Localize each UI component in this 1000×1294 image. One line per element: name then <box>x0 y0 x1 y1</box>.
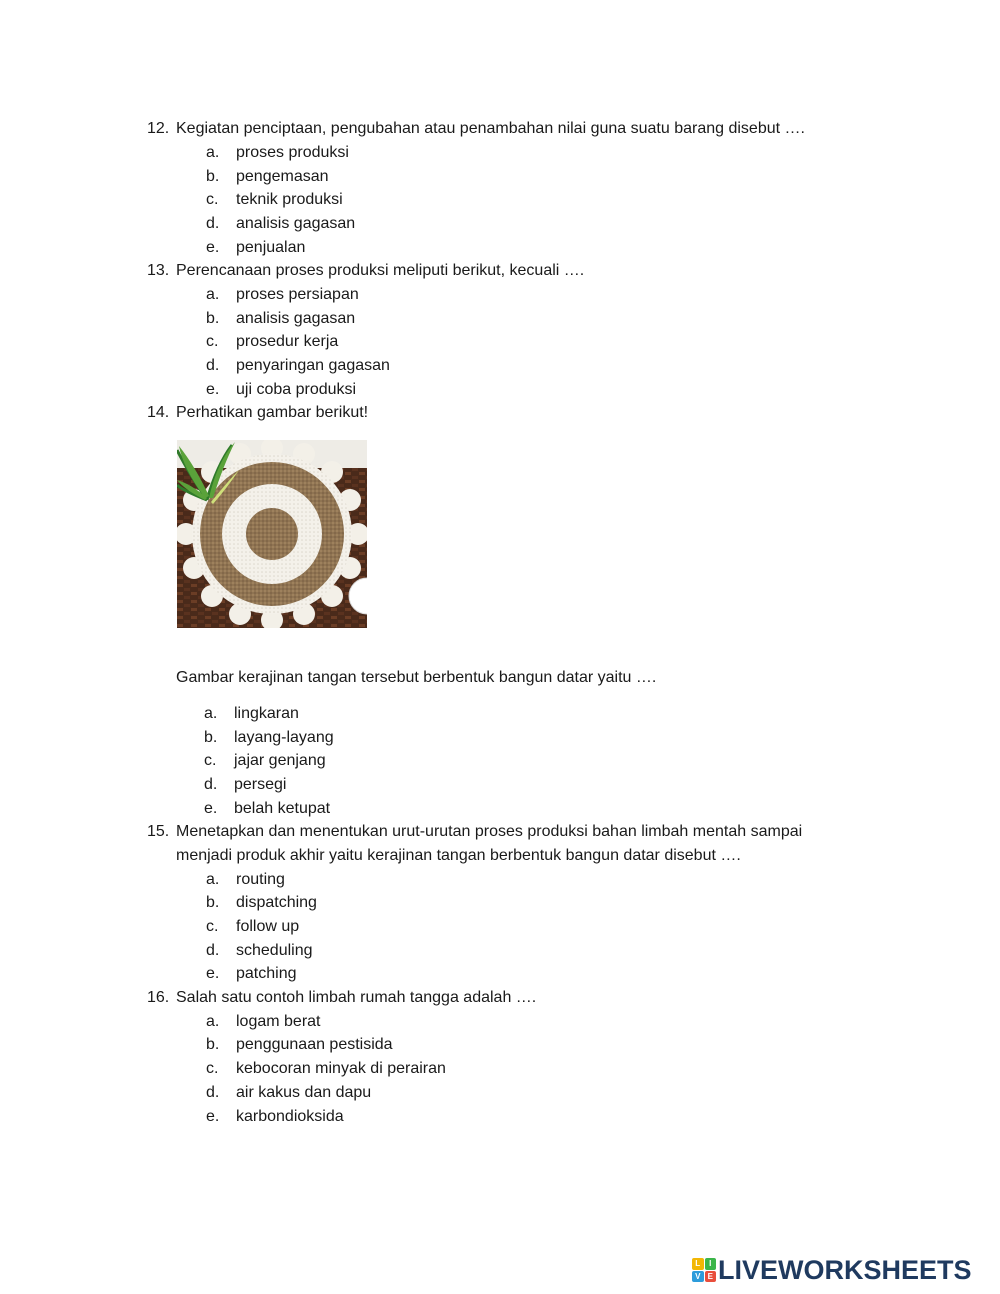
question-text: Kegiatan penciptaan, pengubahan atau penambahan nilai guna suatu barang disebut …. <box>176 120 805 137</box>
option-letter: d. <box>206 942 220 959</box>
option-text: penjualan <box>236 239 306 256</box>
option-letter: c. <box>206 918 219 935</box>
option-letter: e. <box>206 239 220 256</box>
question-number: 12. <box>147 120 170 137</box>
option-text: persegi <box>234 776 287 793</box>
question-text: Perencanaan proses produksi meliputi berikut, kecuali …. <box>176 262 585 279</box>
question-number: 14. <box>147 404 170 421</box>
option-text: karbondioksida <box>236 1108 344 1125</box>
option-letter: e. <box>206 1108 220 1125</box>
question-number: 15. <box>147 823 170 840</box>
option-text: analisis gagasan <box>236 215 356 232</box>
option-letter: a. <box>204 705 218 722</box>
option-text: routing <box>236 871 285 888</box>
option-text: penggunaan pestisida <box>236 1036 393 1053</box>
option-text: dispatching <box>236 894 317 911</box>
option-letter: c. <box>206 333 219 350</box>
option-text: follow up <box>236 918 300 935</box>
question-number: 16. <box>147 989 170 1006</box>
option-letter: a. <box>206 1013 220 1030</box>
woven-round-placemat-photo <box>177 440 367 628</box>
question-number: 13. <box>147 262 170 279</box>
option-text: patching <box>236 965 297 982</box>
option-text: analisis gagasan <box>236 310 356 327</box>
option-text: logam berat <box>236 1013 321 1030</box>
option-text: air kakus dan dapu <box>236 1084 372 1101</box>
question-text: Menetapkan dan menentukan urut-urutan proses produksi bahan limbah mentah sampai <box>176 823 803 840</box>
option-letter: a. <box>206 871 220 888</box>
option-text: kebocoran minyak di perairan <box>236 1060 446 1077</box>
option-text: scheduling <box>236 942 313 959</box>
option-text: lingkaran <box>234 705 299 722</box>
option-letter: b. <box>206 894 220 911</box>
option-text: prosedur kerja <box>236 333 339 350</box>
option-text: proses persiapan <box>236 286 359 303</box>
logo-mark-icon: L I V E <box>692 1258 716 1282</box>
option-letter: d. <box>204 776 218 793</box>
image-question-caption: Gambar kerajinan tangan tersebut berbentuk bangun datar yaitu …. <box>176 669 657 686</box>
option-letter: c. <box>204 752 217 769</box>
option-letter: b. <box>206 1036 220 1053</box>
option-letter: a. <box>206 286 220 303</box>
question-text: Perhatikan gambar berikut! <box>176 404 369 421</box>
option-text: layang-layang <box>234 729 334 746</box>
option-letter: b. <box>206 168 220 185</box>
liveworksheets-logo[interactable] <box>692 1256 972 1284</box>
option-letter: b. <box>206 310 220 327</box>
option-letter: c. <box>206 191 219 208</box>
option-letter: d. <box>206 357 220 374</box>
option-text: pengemasan <box>236 168 329 185</box>
question-text: Salah satu contoh limbah rumah tangga adalah …. <box>176 989 537 1006</box>
option-text: jajar genjang <box>234 752 326 769</box>
option-text: belah ketupat <box>234 800 331 817</box>
option-text: teknik produksi <box>236 191 343 208</box>
option-letter: d. <box>206 1084 220 1101</box>
option-text: uji coba produksi <box>236 381 357 398</box>
option-letter: e. <box>206 965 220 982</box>
option-letter: b. <box>204 729 218 746</box>
option-letter: e. <box>206 381 220 398</box>
option-text: proses produksi <box>236 144 349 161</box>
option-letter: d. <box>206 215 220 232</box>
option-letter: c. <box>206 1060 219 1077</box>
option-letter: e. <box>204 800 218 817</box>
option-text: penyaringan gagasan <box>236 357 390 374</box>
logo-text: LIVEWORKSHEETS <box>718 1254 972 1285</box>
option-letter: a. <box>206 144 220 161</box>
question-text-continued: menjadi produk akhir yaitu kerajinan tangan berbentuk bangun datar disebut …. <box>176 847 741 864</box>
